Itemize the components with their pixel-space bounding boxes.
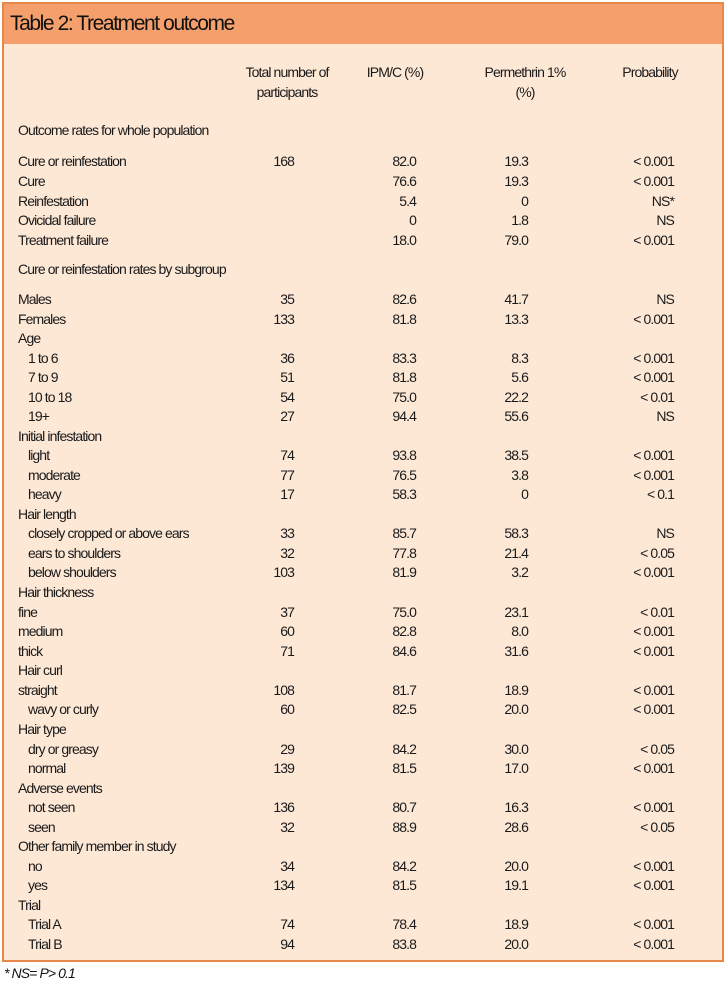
cell-permethrin: 17.0: [504, 760, 528, 776]
row-label: Age: [18, 330, 41, 346]
row-label: Hair thickness: [18, 584, 94, 600]
cell-probability: < 0.001: [633, 760, 674, 776]
table-row: [4, 191, 722, 211]
cell-total: 133: [273, 311, 294, 327]
table-row: [4, 309, 722, 329]
cell-ipmc: 82.8: [392, 623, 416, 639]
cell-ipmc: 83.8: [392, 936, 416, 952]
row-label: Trial: [18, 897, 41, 913]
row-label: Cure or reinfestation: [18, 153, 126, 169]
cell-permethrin: 30.0: [504, 741, 528, 757]
cell-ipmc: 58.3: [392, 486, 416, 502]
cell-permethrin: 8.3: [511, 350, 528, 366]
cell-probability: < 0.001: [633, 877, 674, 893]
cell-probability: < 0.001: [633, 447, 674, 463]
cell-permethrin: 3.8: [511, 467, 528, 483]
cell-ipmc: 82.6: [392, 291, 416, 307]
cell-ipmc: 94.4: [392, 408, 416, 424]
cell-probability: < 0.001: [633, 916, 674, 932]
table-row: [4, 465, 722, 485]
row-label: not seen: [28, 799, 75, 815]
cell-total: 32: [280, 819, 294, 835]
table-row: [4, 621, 722, 641]
row-label: no: [28, 858, 42, 874]
table-row: [4, 699, 722, 719]
row-label: Females: [18, 311, 66, 327]
table-row: [4, 504, 722, 524]
row-label: 1 to 6: [28, 350, 58, 366]
row-label: straight: [18, 682, 57, 698]
cell-probability: < 0.001: [633, 173, 674, 189]
cell-permethrin: 18.9: [504, 916, 528, 932]
row-label: Hair length: [18, 506, 76, 522]
cell-permethrin: 31.6: [504, 643, 528, 659]
cell-total: 77: [280, 467, 294, 483]
cell-ipmc: 78.4: [392, 916, 416, 932]
cell-probability: < 0.001: [633, 682, 674, 698]
cell-permethrin: 79.0: [504, 232, 528, 248]
footnote: * NS= P> 0.1: [4, 965, 75, 981]
table-row: [4, 914, 722, 934]
row-label: Reinfestation: [18, 193, 89, 209]
cell-probability: NS: [656, 525, 674, 541]
table-row: [4, 778, 722, 798]
cell-ipmc: 80.7: [392, 799, 416, 815]
cell-permethrin: 18.9: [504, 682, 528, 698]
table-row: [4, 680, 722, 700]
table-row: [4, 120, 722, 140]
row-label: Trial B: [28, 936, 62, 952]
table-row: [4, 719, 722, 739]
table-row: [4, 406, 722, 426]
cell-total: 136: [273, 799, 294, 815]
cell-probability: < 0.05: [640, 545, 674, 561]
cell-probability: < 0.001: [633, 799, 674, 815]
cell-permethrin: 1.8: [511, 212, 528, 228]
table-row: [4, 523, 722, 543]
row-label: moderate: [28, 467, 80, 483]
cell-total: 17: [280, 486, 294, 502]
cell-total: 139: [273, 760, 294, 776]
table-row: [4, 602, 722, 622]
cell-probability: < 0.001: [633, 350, 674, 366]
table-row: [4, 758, 722, 778]
cell-total: 35: [280, 291, 294, 307]
table-title: Table 2: Treatment outcome: [4, 4, 722, 44]
row-label: below shoulders: [28, 564, 116, 580]
cell-ipmc: 93.8: [392, 447, 416, 463]
row-label: medium: [18, 623, 63, 639]
cell-ipmc: 81.5: [392, 760, 416, 776]
cell-ipmc: 82.5: [392, 701, 416, 717]
row-label: closely cropped or above ears: [28, 525, 189, 541]
cell-total: 29: [280, 741, 294, 757]
table-row: [4, 171, 722, 191]
cell-permethrin: 3.2: [511, 564, 528, 580]
row-label: Hair curl: [18, 662, 63, 678]
row-label: Treatment failure: [18, 232, 109, 248]
table-row: [4, 151, 722, 171]
cell-permethrin: 5.6: [511, 369, 528, 385]
cell-permethrin: 13.3: [504, 311, 528, 327]
row-label: Hair type: [18, 721, 66, 737]
cell-ipmc: 81.8: [392, 369, 416, 385]
cell-permethrin: 19.1: [504, 877, 528, 893]
table-row: [4, 348, 722, 368]
table-row: [4, 426, 722, 446]
table-row: [4, 562, 722, 582]
cell-ipmc: 5.4: [399, 193, 416, 209]
cell-total: 74: [280, 916, 294, 932]
table-row: [4, 875, 722, 895]
cell-probability: < 0.001: [633, 701, 674, 717]
cell-probability: < 0.05: [640, 819, 674, 835]
table-row: [4, 484, 722, 504]
cell-ipmc: 81.5: [392, 877, 416, 893]
cell-probability: NS: [656, 408, 674, 424]
row-label: 10 to 18: [28, 389, 72, 405]
row-label: Outcome rates for whole population: [18, 122, 209, 138]
table-row: [4, 797, 722, 817]
cell-ipmc: 82.0: [392, 153, 416, 169]
cell-total: 32: [280, 545, 294, 561]
row-label: yes: [28, 877, 48, 893]
table-row: [4, 230, 722, 250]
cell-probability: < 0.001: [633, 232, 674, 248]
cell-permethrin: 38.5: [504, 447, 528, 463]
header-probability: Probability: [622, 64, 678, 80]
cell-total: 60: [280, 623, 294, 639]
table-row: [4, 387, 722, 407]
cell-ipmc: 81.8: [392, 311, 416, 327]
cell-total: 27: [280, 408, 294, 424]
row-label: light: [28, 447, 50, 463]
table-row: [4, 289, 722, 309]
cell-ipmc: 83.3: [392, 350, 416, 366]
cell-ipmc: 88.9: [392, 819, 416, 835]
row-label: thick: [18, 643, 43, 659]
cell-total: 74: [280, 447, 294, 463]
cell-ipmc: 76.6: [392, 173, 416, 189]
table-row: [4, 328, 722, 348]
header-total-participants: Total number of participants: [245, 64, 329, 100]
cell-probability: < 0.001: [633, 623, 674, 639]
table-row: [4, 739, 722, 759]
header-permethrin: Permethrin 1% (%): [484, 64, 566, 100]
cell-total: 71: [280, 643, 294, 659]
cell-permethrin: 55.6: [504, 408, 528, 424]
cell-permethrin: 20.0: [504, 936, 528, 952]
cell-probability: < 0.001: [633, 564, 674, 580]
table-row: [4, 856, 722, 876]
row-label: Adverse events: [18, 780, 102, 796]
cell-permethrin: 41.7: [504, 291, 528, 307]
cell-permethrin: 21.4: [504, 545, 528, 561]
cell-total: 168: [273, 153, 294, 169]
cell-probability: < 0.001: [633, 153, 674, 169]
cell-probability: NS: [656, 291, 674, 307]
cell-ipmc: 84.2: [392, 858, 416, 874]
table-row: [4, 582, 722, 602]
table-row: [4, 543, 722, 563]
cell-permethrin: 28.6: [504, 819, 528, 835]
cell-permethrin: 0: [521, 193, 528, 209]
cell-permethrin: 58.3: [504, 525, 528, 541]
cell-probability: < 0.001: [633, 369, 674, 385]
cell-total: 51: [280, 369, 294, 385]
row-label: heavy: [28, 486, 61, 502]
table-row: [4, 836, 722, 856]
cell-ipmc: 81.7: [392, 682, 416, 698]
row-label: Ovicidal failure: [18, 212, 96, 228]
cell-ipmc: 76.5: [392, 467, 416, 483]
row-label: 7 to 9: [28, 369, 58, 385]
cell-total: 94: [280, 936, 294, 952]
cell-ipmc: 0: [409, 212, 416, 228]
cell-probability: < 0.1: [646, 486, 674, 502]
table-row: [4, 210, 722, 230]
cell-permethrin: 20.0: [504, 701, 528, 717]
cell-total: 33: [280, 525, 294, 541]
cell-permethrin: 8.0: [511, 623, 528, 639]
cell-probability: NS*: [651, 193, 674, 209]
cell-probability: < 0.001: [633, 311, 674, 327]
row-label: ears to shoulders: [28, 545, 121, 561]
cell-total: 36: [280, 350, 294, 366]
cell-permethrin: 0: [521, 486, 528, 502]
table-row: [4, 934, 722, 954]
cell-probability: < 0.01: [640, 604, 674, 620]
table-row: [4, 445, 722, 465]
cell-total: 37: [280, 604, 294, 620]
row-label: Cure: [18, 173, 45, 189]
cell-ipmc: 84.6: [392, 643, 416, 659]
cell-total: 134: [273, 877, 294, 893]
cell-ipmc: 85.7: [392, 525, 416, 541]
cell-probability: NS: [656, 212, 674, 228]
cell-ipmc: 18.0: [392, 232, 416, 248]
cell-permethrin: 19.3: [504, 153, 528, 169]
table-row: [4, 367, 722, 387]
table-row: [4, 660, 722, 680]
cell-permethrin: 19.3: [504, 173, 528, 189]
table-frame: [2, 2, 724, 962]
table-row: [4, 817, 722, 837]
cell-permethrin: 16.3: [504, 799, 528, 815]
row-label: Cure or reinfestation rates by subgroup: [18, 261, 226, 277]
cell-probability: < 0.001: [633, 936, 674, 952]
cell-total: 108: [273, 682, 294, 698]
cell-ipmc: 81.9: [392, 564, 416, 580]
cell-probability: < 0.001: [633, 643, 674, 659]
table-row: [4, 259, 722, 279]
table-row: [4, 641, 722, 661]
row-label: Initial infestation: [18, 428, 102, 444]
cell-ipmc: 75.0: [392, 604, 416, 620]
cell-ipmc: 77.8: [392, 545, 416, 561]
cell-permethrin: 20.0: [504, 858, 528, 874]
cell-total: 34: [280, 858, 294, 874]
cell-total: 103: [273, 564, 294, 580]
row-label: Trial A: [28, 916, 61, 932]
cell-permethrin: 22.2: [504, 389, 528, 405]
cell-ipmc: 84.2: [392, 741, 416, 757]
cell-probability: < 0.001: [633, 467, 674, 483]
cell-probability: < 0.05: [640, 741, 674, 757]
row-label: Males: [18, 291, 51, 307]
cell-probability: < 0.001: [633, 858, 674, 874]
header-ipmc: IPM/C (%): [366, 64, 424, 80]
cell-permethrin: 23.1: [504, 604, 528, 620]
row-label: fine: [18, 604, 37, 620]
cell-probability: < 0.01: [640, 389, 674, 405]
table-row: [4, 895, 722, 915]
cell-total: 60: [280, 701, 294, 717]
row-label: dry or greasy: [28, 741, 98, 757]
row-label: wavy or curly: [28, 701, 98, 717]
cell-ipmc: 75.0: [392, 389, 416, 405]
row-label: Other family member in study: [18, 838, 176, 854]
row-label: 19+: [28, 408, 50, 424]
row-label: seen: [28, 819, 55, 835]
row-label: normal: [28, 760, 66, 776]
cell-total: 54: [280, 389, 294, 405]
